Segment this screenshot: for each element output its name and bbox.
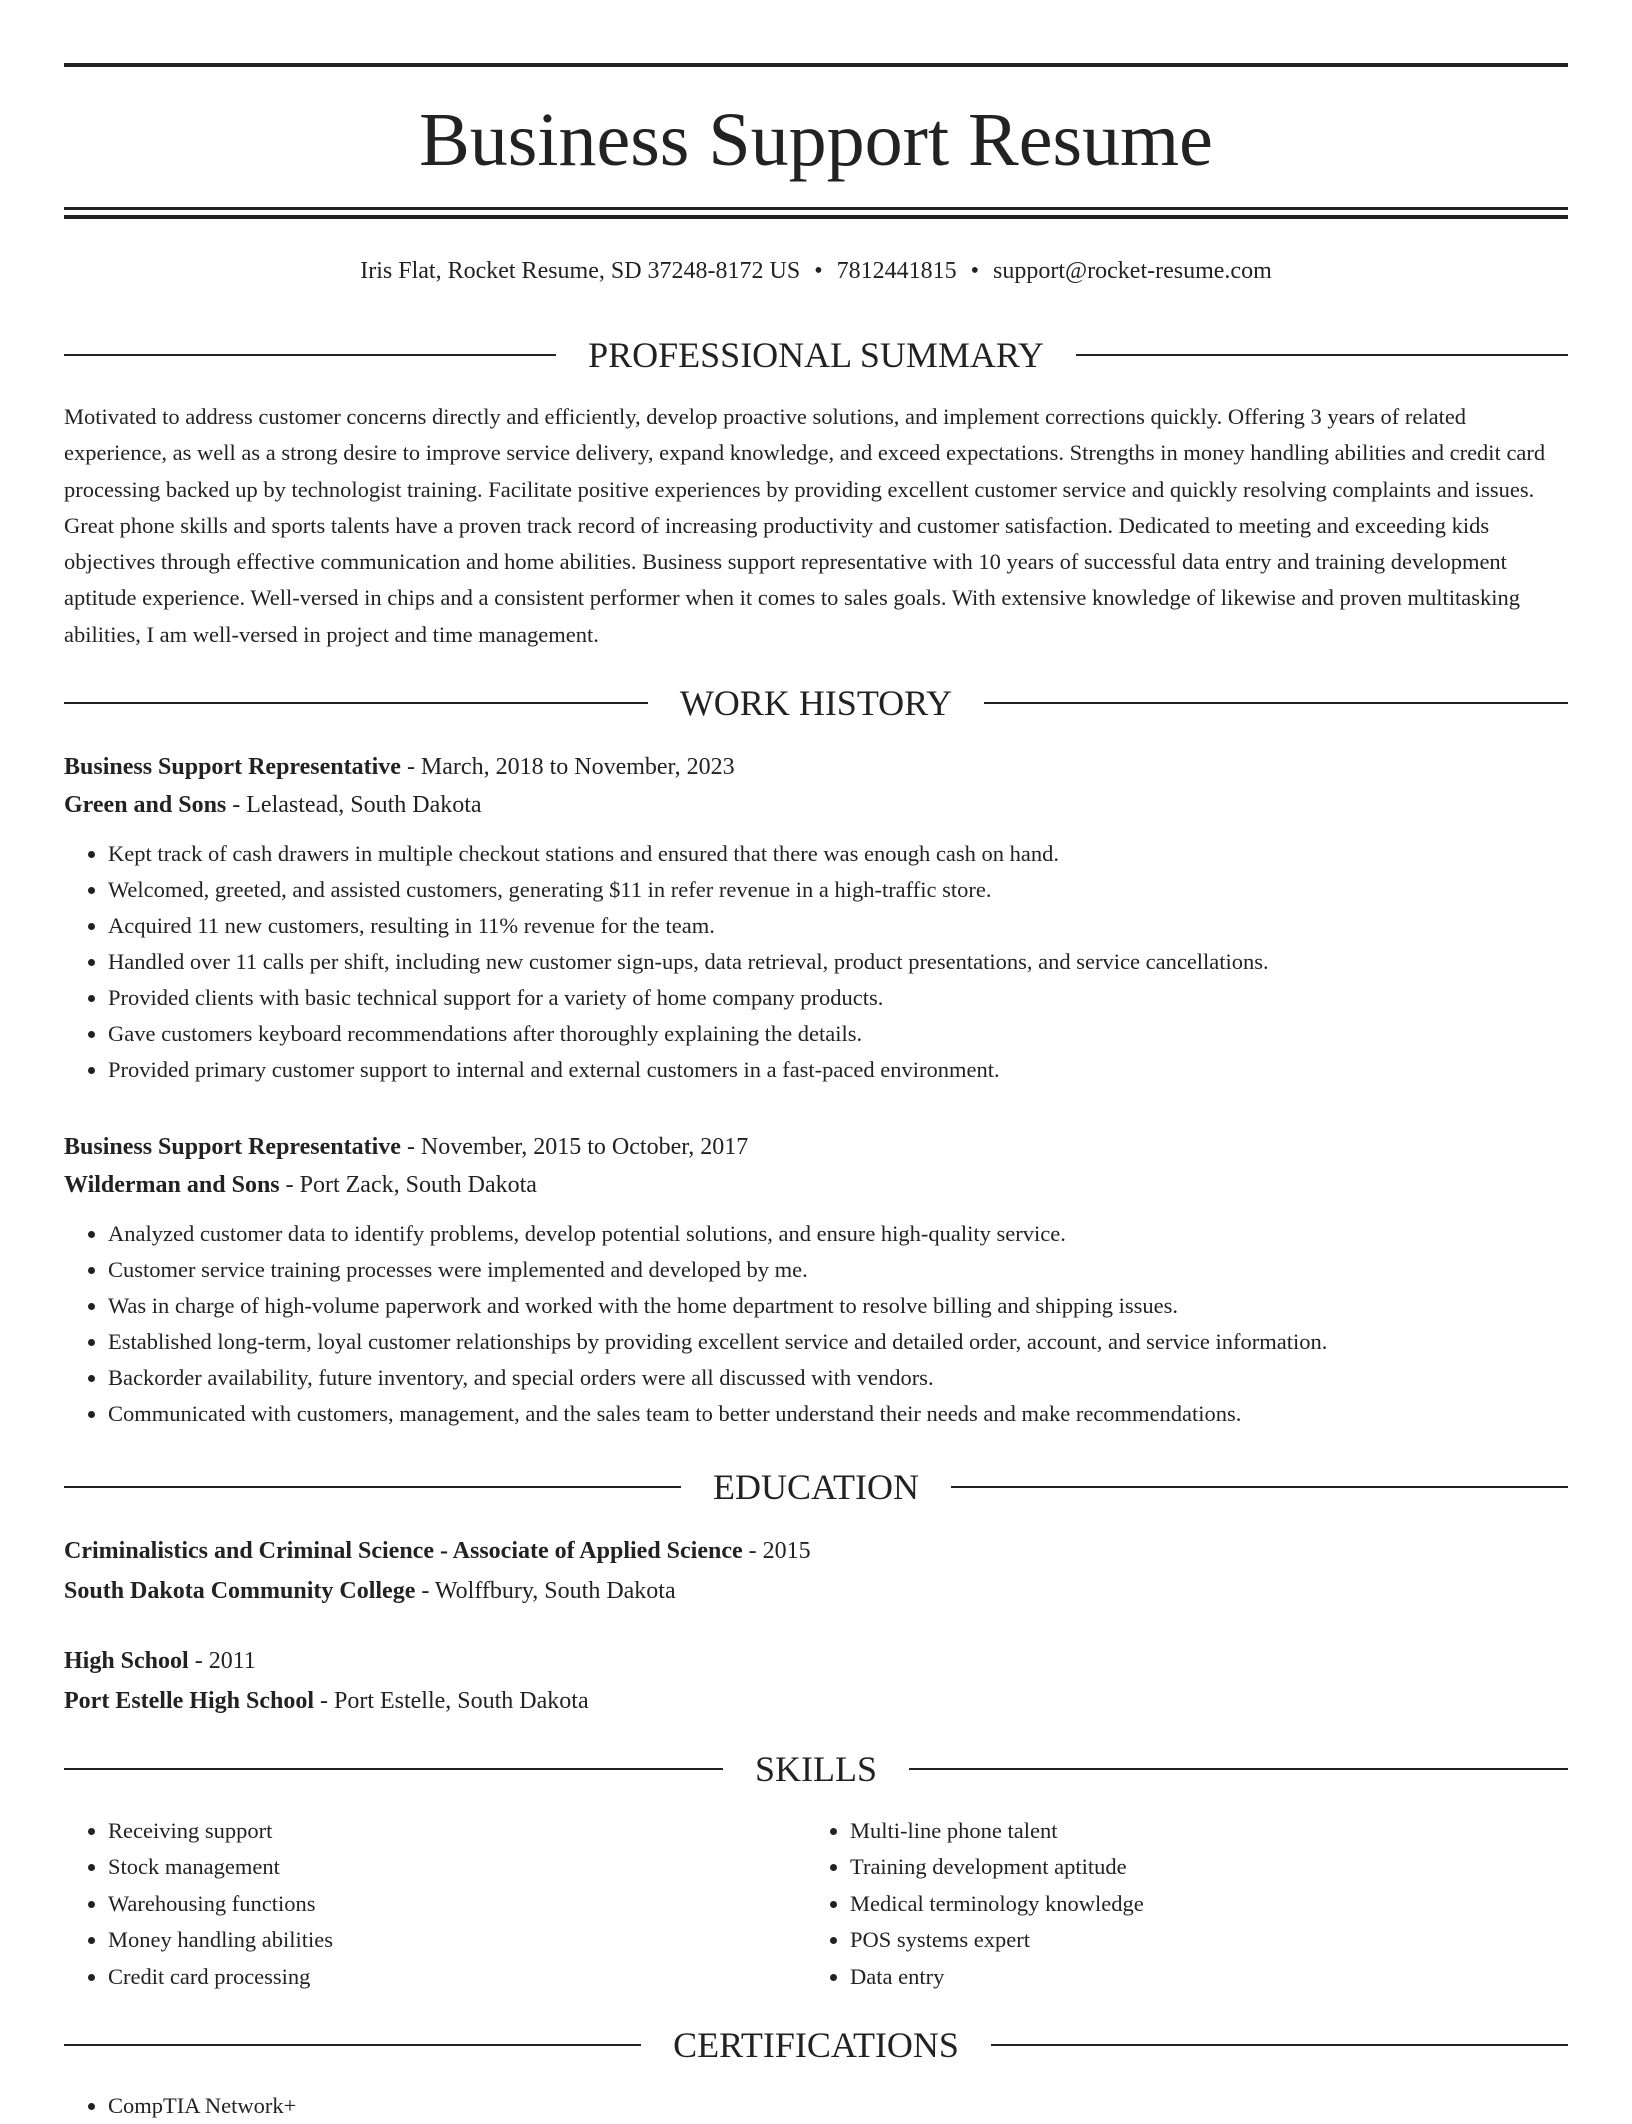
certifications-list (64, 2088, 296, 2124)
job-company: Wilderman and Sons (64, 1172, 280, 1198)
contact-line (64, 253, 1568, 289)
education-degree-line (64, 1641, 1568, 1681)
skill-item: • POS systems expert (850, 1922, 1144, 1958)
job-title-line (64, 748, 1568, 786)
section-header-certifications (64, 2025, 1568, 2065)
section-rule (1076, 354, 1568, 356)
section-title: PROFESSIONAL SUMMARY (588, 335, 1044, 375)
section-header-education (64, 1467, 1568, 1507)
section-title: CERTIFICATIONS (673, 2025, 959, 2065)
contact-email: support@rocket-resume.com (993, 258, 1272, 284)
section-header-summary (64, 335, 1568, 375)
top-rule (64, 63, 1568, 67)
job-title: Business Support Representative (64, 754, 401, 780)
job-entry (64, 748, 1568, 1088)
education-location: - Wolffbury, South Dakota (415, 1578, 676, 1604)
title-rule-lower (64, 215, 1568, 219)
education-entry (64, 1641, 1568, 1721)
skills-list-left (64, 1813, 333, 1995)
section-rule (64, 354, 556, 356)
skills-list-right (806, 1813, 1144, 1995)
job-bullet: • Communicated with customers, management, and the sales team to better understand their needs and make recommendations. (108, 1396, 1568, 1432)
section-rule (984, 702, 1568, 704)
education-school: South Dakota Community College (64, 1578, 416, 1604)
resume-title: Business Support Resume (419, 98, 1213, 182)
job-bullet: • Customer service training processes were implemented and developed by me. (108, 1252, 1568, 1288)
skill-item: • Credit card processing (108, 1959, 333, 1995)
education-year: - 2011 (188, 1648, 256, 1674)
job-bullet: • Provided clients with basic technical support for a variety of home company products. (108, 980, 1568, 1016)
job-company: Green and Sons (64, 792, 227, 818)
job-bullet: • Kept track of cash drawers in multiple checkout stations and ensured that there was enough cash on hand. (108, 836, 1568, 872)
section-title: EDUCATION (713, 1467, 919, 1507)
job-company-line (64, 786, 1568, 824)
section-title: SKILLS (755, 1749, 878, 1789)
summary-paragraph: Motivated to address customer concerns directly and efficiently, develop proactive solutions, and implement corrections quickly. Offering 3 years of related experience, as well as a strong desire to improve service delivery, expand knowledge, and exceed expectations. Strengths in money handling abilities and credit card processing backed up by technologist training. Facilitate positive experiences by providing excellent customer service and quickly resolving complaints and issues. Great phone skills and sports talents have a proven track record of increasing productivity and customer satisfaction. Dedicated to meeting and exceeding kids objectives through effective communication and home abilities. Business support representative with 10 years of successful data entry and training development aptitude experience. Well-versed in chips and a consistent performer when it comes to sales goals. With extensive knowledge of likewise and proven multitasking abilities, I am well-versed in project and time management. (64, 404, 1546, 647)
section-rule (64, 2044, 641, 2046)
job-dates: - March, 2018 to November, 2023 (400, 754, 735, 780)
education-degree: Criminalistics and Criminal Science - Associate of Applied Science (64, 1538, 743, 1564)
skill-item: • Data entry (850, 1959, 1144, 1995)
section-rule (951, 1486, 1568, 1488)
job-location: - Port Zack, South Dakota (279, 1172, 537, 1198)
education-school: Port Estelle High School (64, 1688, 314, 1714)
contact-separator: • (814, 258, 823, 284)
education-degree: High School (64, 1648, 189, 1674)
job-company-line (64, 1166, 1568, 1204)
contact-phone: 7812441815 (836, 258, 957, 284)
job-location: - Lelastead, South Dakota (226, 792, 482, 818)
title-rule-upper (64, 207, 1568, 210)
job-bullet: • Analyzed customer data to identify problems, develop potential solutions, and ensure high-quality service. (108, 1216, 1568, 1252)
section-header-skills (64, 1749, 1568, 1789)
education-school-line (64, 1571, 1568, 1611)
job-bullet: • Gave customers keyboard recommendations after thoroughly explaining the details. (108, 1016, 1568, 1052)
skill-item: • Medical terminology knowledge (850, 1886, 1144, 1922)
section-rule (64, 1768, 723, 1770)
job-title: Business Support Representative (64, 1134, 401, 1160)
job-bullet: • Provided primary customer support to internal and external customers in a fast-paced environment. (108, 1052, 1568, 1088)
education-entry (64, 1531, 1568, 1611)
section-header-work (64, 683, 1568, 723)
job-bullet: • Was in charge of high-volume paperwork and worked with the home department to resolve billing and shipping issues. (108, 1288, 1568, 1324)
certification-item: • CompTIA Network+ (108, 2088, 296, 2124)
job-entry (64, 1128, 1568, 1432)
section-title: WORK HISTORY (679, 683, 953, 723)
section-rule (909, 1768, 1568, 1770)
job-bullets (64, 1216, 1568, 1432)
job-bullet: • Established long-term, loyal customer relationships by providing excellent service and detailed order, account, and service information. (108, 1324, 1568, 1360)
section-rule (64, 702, 648, 704)
section-rule (64, 1486, 681, 1488)
skill-item: • Stock management (108, 1849, 333, 1885)
education-year: - 2015 (742, 1538, 811, 1564)
education-school-line (64, 1681, 1568, 1721)
skill-item: • Multi-line phone talent (850, 1813, 1144, 1849)
skill-item: • Receiving support (108, 1813, 333, 1849)
job-bullet: • Acquired 11 new customers, resulting in 11% revenue for the team. (108, 908, 1568, 944)
job-title-line (64, 1128, 1568, 1166)
skill-item: • Warehousing functions (108, 1886, 333, 1922)
skill-item: • Training development aptitude (850, 1849, 1144, 1885)
job-bullet: • Backorder availability, future inventory, and special orders were all discussed with vendors. (108, 1360, 1568, 1396)
education-degree-line (64, 1531, 1568, 1571)
education-location: - Port Estelle, South Dakota (313, 1688, 589, 1714)
job-bullets (64, 836, 1568, 1088)
skill-item: • Money handling abilities (108, 1922, 333, 1958)
contact-address: Iris Flat, Rocket Resume, SD 37248-8172 US (360, 258, 801, 284)
contact-separator: • (970, 258, 980, 284)
section-rule (991, 2044, 1568, 2046)
job-bullet: • Welcomed, greeted, and assisted customers, generating $11 in refer revenue in a high-traffic store. (108, 872, 1568, 908)
job-dates: - November, 2015 to October, 2017 (400, 1134, 749, 1160)
job-bullet: • Handled over 11 calls per shift, including new customer sign-ups, data retrieval, product presentations, and service cancellations. (108, 944, 1568, 980)
